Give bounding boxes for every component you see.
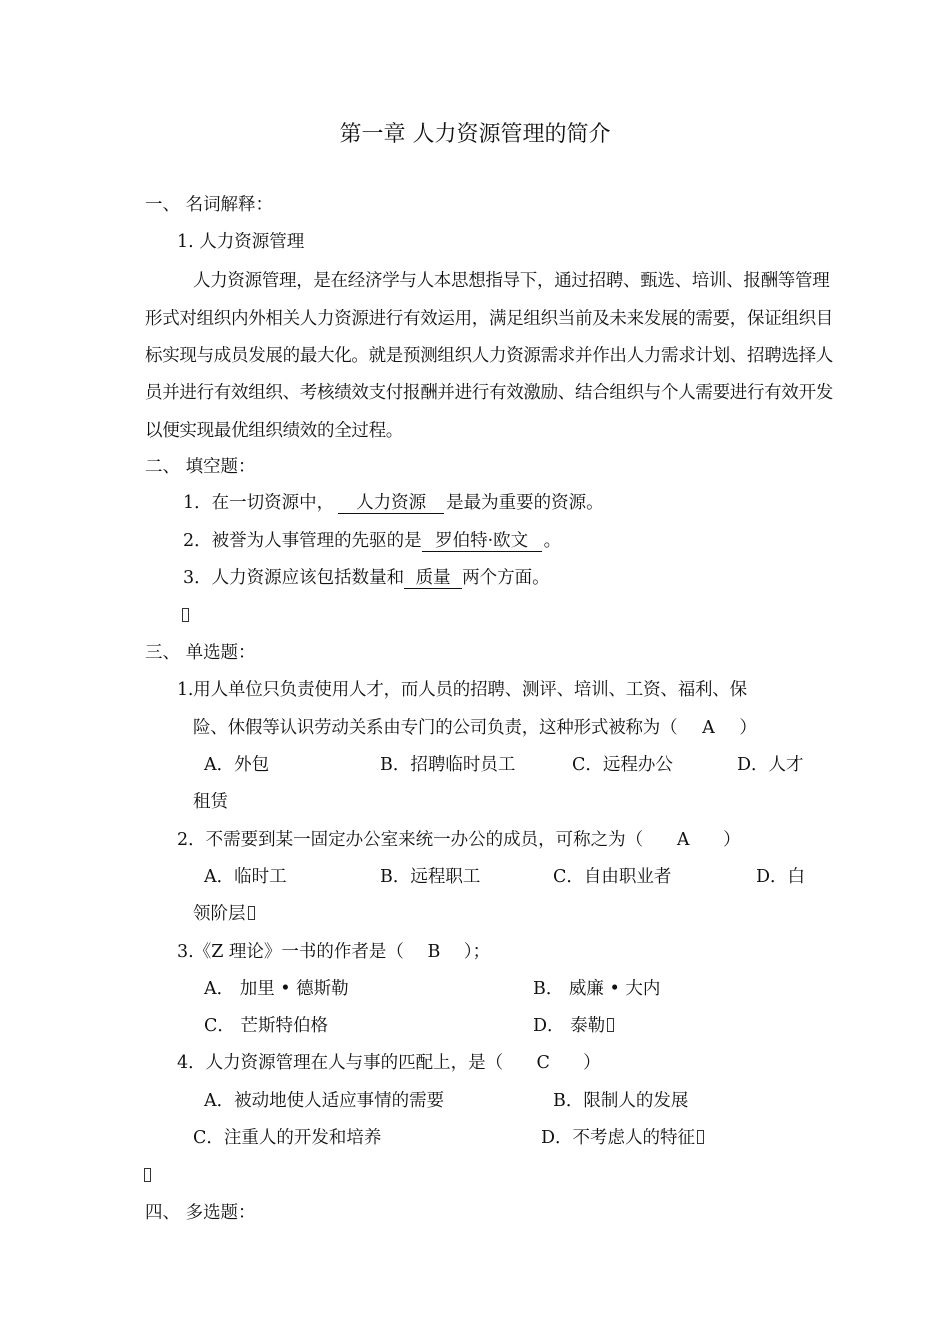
question-text: ）； xyxy=(463,942,491,962)
question-text: 险、休假等认识劳动关系由专门的公司负责，这种形式被称为（ xyxy=(193,718,678,738)
question-stem xyxy=(177,941,490,963)
option: A．被动地使人适应事情的需要 xyxy=(204,1091,445,1111)
placeholder-glyph-icon xyxy=(144,1168,151,1182)
question-text: 是最为重要的资源。 xyxy=(446,493,604,513)
placeholder-glyph-icon xyxy=(607,1018,614,1032)
question-text: ） xyxy=(739,718,757,738)
page-title: 第一章 人力资源管理的简介 xyxy=(339,122,611,147)
empty-line-marker xyxy=(180,605,191,627)
placeholder-glyph-icon xyxy=(182,608,189,622)
section-heading-multiple-choice: 四、 多选题： xyxy=(145,1203,256,1223)
placeholder-glyph-icon xyxy=(248,906,255,920)
choice-answer: A xyxy=(702,718,715,738)
fill-answer: 罗伯特·欧文 xyxy=(422,531,542,552)
section-heading-single-choice: 三、 单选题： xyxy=(145,643,256,663)
choice-answer: C xyxy=(536,1053,550,1073)
option: A．临时工 xyxy=(204,867,287,887)
option: A． 加里 • 德斯勒 xyxy=(204,979,349,999)
option: C．注重人的开发和培养 xyxy=(193,1128,382,1148)
fill-question-3 xyxy=(183,567,550,589)
option: B． 威廉 • 大内 xyxy=(533,979,661,999)
option: C． 芒斯特伯格 xyxy=(204,1016,328,1036)
definition-line: 以便实现最优组织绩效的全过程。 xyxy=(145,421,403,441)
question-text: 3．人力资源应该包括数量和 xyxy=(183,568,405,588)
question-text: 。 xyxy=(543,531,562,551)
option: B．招聘临时员工 xyxy=(380,755,516,775)
option xyxy=(533,1015,616,1037)
question-text: ） xyxy=(723,830,741,850)
section-heading-fill-in: 二、 填空题： xyxy=(145,457,256,477)
question-stem xyxy=(177,1052,601,1074)
definition-line: 标实现与成员发展的最大化。就是预测组织人力资源需求并作出人力需求计划、招聘选择人 xyxy=(145,346,833,366)
option-continuation: 租赁 xyxy=(193,792,228,812)
option: C．远程办公 xyxy=(572,755,673,775)
option: B．远程职工 xyxy=(380,867,481,887)
choice-answer: A xyxy=(676,830,690,850)
option xyxy=(541,1127,706,1149)
definition-line: 员并进行有效组织、考核绩效支付报酬并进行有效激励、结合组织与个人需要进行有效开发 xyxy=(145,383,833,403)
question-text: 3.《Z 理论》一书的作者是（ xyxy=(177,942,404,962)
question-text: 2．不需要到某一固定办公室来统一办公的成员，可称之为（ xyxy=(177,830,644,850)
option: D．人才 xyxy=(737,755,804,775)
term-label: 1. 人力资源管理 xyxy=(177,232,305,252)
question-text: ） xyxy=(583,1053,601,1073)
placeholder-glyph-icon xyxy=(697,1130,704,1144)
question-text: 2．被誉为人事管理的先驱的是 xyxy=(183,531,422,551)
option: C．自由职业者 xyxy=(553,867,672,887)
option: A．外包 xyxy=(204,755,270,775)
question-text: 两个方面。 xyxy=(462,568,550,588)
question-stem xyxy=(193,717,757,739)
option-text: D．不考虑人的特征 xyxy=(541,1128,696,1148)
option-text: D． 泰勒 xyxy=(533,1016,606,1036)
question-text: 4．人力资源管理在人与事的匹配上，是（ xyxy=(177,1053,504,1073)
option: B．限制人的发展 xyxy=(553,1091,689,1111)
option: D．白 xyxy=(756,867,806,887)
choice-answer: B xyxy=(427,942,441,962)
fill-question-1 xyxy=(183,492,604,514)
option-text: 领阶层 xyxy=(193,904,246,924)
definition-line: 人力资源管理，是在经济学与人本思想指导下，通过招聘、甄选、培训、报酬等管理 xyxy=(193,271,830,291)
question-text: 1．在一切资源中， xyxy=(183,493,335,513)
empty-line-marker xyxy=(142,1165,153,1187)
section-heading-definitions: 一、 名词解释： xyxy=(145,195,274,215)
question-stem xyxy=(177,829,741,851)
definition-line: 形式对组织内外相关人力资源进行有效运用，满足组织当前及未来发展的需要，保证组织目 xyxy=(145,309,833,329)
fill-answer: 人力资源 xyxy=(338,493,444,514)
fill-question-2 xyxy=(183,530,561,552)
fill-answer: 质量 xyxy=(404,568,462,589)
option-continuation xyxy=(193,903,257,925)
question-stem: 1.用人单位只负责使用人才，而人员的招聘、测评、培训、工资、福利、保 xyxy=(177,680,747,700)
